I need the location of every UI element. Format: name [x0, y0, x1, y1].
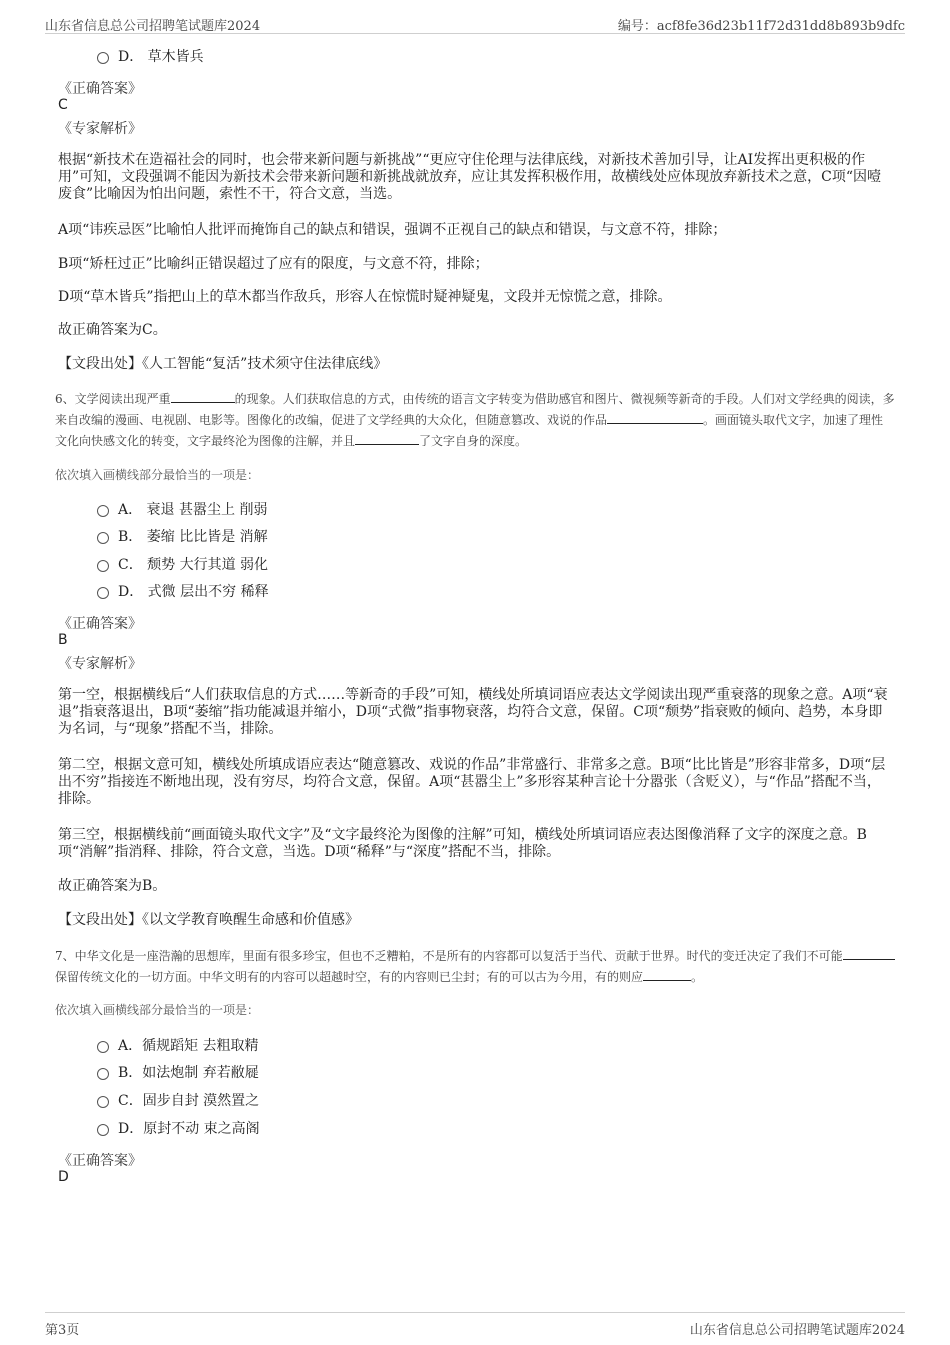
analysis-paragraph: 第一空，根据横线后“人们获取信息的方式……等新奇的手段”可知，横线处所填词语应表达文学阅读出现严重衰落的现象之意。A项“衰退”指衰落退出，B项“萎缩”指功能减退并缩小，D项“式微”指事物衰落，均符合文意，保留。C项“颓势”指衰败的倾向、趋势，本身即为名词，与“现象”搭配不当，排除。 — [58, 687, 888, 737]
answer-value: B — [58, 632, 68, 648]
radio-icon[interactable] — [97, 1124, 109, 1136]
blank-3 — [355, 432, 419, 445]
blank-2 — [643, 968, 691, 981]
radio-icon[interactable] — [97, 1041, 109, 1053]
answer-label: 《正确答案》 — [58, 81, 142, 97]
blank-1 — [171, 390, 235, 403]
option-a[interactable]: A．循规蹈矩 去粗取精 — [97, 1037, 259, 1055]
analysis-label: 《专家解析》 — [58, 656, 142, 672]
question-text: 7、中华文化是一座浩瀚的思想库，里面有很多珍宝，但也不乏糟粕，不是所有的内容都可以复活于当代、贡献于世界。时代的变迁决定了我们不可能保留传统文化的一切方面。中华文明有的内容可以超越时空，有的内容则已尘封；有的可以古为今用，有的则应 。 — [55, 946, 895, 988]
option-b[interactable]: B．如法炮制 弃若敝屣 — [97, 1064, 259, 1082]
analysis-paragraph: 故正确答案为B。 — [58, 878, 167, 894]
header-serial: 编号：acf8fe36d23b11f72d31dd8b893b9dfc — [617, 19, 905, 34]
blank-2 — [607, 411, 703, 424]
header-title: 山东省信息总公司招聘笔试题库2024 — [45, 19, 261, 34]
footer-title: 山东省信息总公司招聘笔试题库2024 — [689, 1323, 905, 1338]
blank-1 — [843, 947, 895, 960]
source-citation: 【文段出处】《人工智能“复活”技术须守住法律底线》 — [58, 356, 388, 372]
question-instruction: 依次填入画横线部分最恰当的一项是： — [55, 468, 260, 482]
answer-value: C — [58, 97, 68, 113]
page-number: 第3页 — [45, 1323, 80, 1338]
answer-label: 《正确答案》 — [58, 616, 142, 632]
analysis-paragraph: 根据“新技术在造福社会的同时，也会带来新问题与新挑战”“更应守住伦理与法律底线，对新技术善加引导，让AI发挥出更积极的作用”可知，文段强调不能因为新技术会带来新问题和新挑战就放弃，应让其发挥积极作用，故横线处应体现放弃新技术之意，C项“因噎废食”比喻因为怕出问题，索性不干，符合文意，当选。 — [58, 152, 882, 202]
radio-icon[interactable] — [97, 52, 109, 64]
radio-icon[interactable] — [97, 1068, 109, 1080]
page-footer — [45, 1312, 905, 1337]
option-d[interactable]: D．原封不动 束之高阁 — [97, 1120, 260, 1138]
option-d[interactable]: D． 式微 层出不穷 稀释 — [97, 583, 269, 601]
page-header — [45, 13, 905, 34]
analysis-paragraph: 第三空，根据横线前“画面镜头取代文字”及“文字最终沦为图像的注解”可知，横线处所填词语应表达图像消释了文字的深度之意。B项“消解”指消释、排除，符合文意，当选。D项“稀释”与“深度”搭配不当，排除。 — [58, 827, 867, 860]
analysis-paragraph: A项“讳疾忌医”比喻怕人批评而掩饰自己的缺点和错误，强调不正视自己的缺点和错误，与文意不符，排除； — [58, 222, 727, 238]
analysis-label: 《专家解析》 — [58, 121, 142, 137]
analysis-paragraph: B项“矫枉过正”比喻纠正错误超过了应有的限度，与文意不符，排除； — [58, 256, 489, 272]
option-c[interactable]: C． 颓势 大行其道 弱化 — [97, 556, 268, 574]
option-c[interactable]: C．固步自封 漠然置之 — [97, 1092, 259, 1110]
question-text: 6、文学阅读出现严重 的现象。人们获取信息的方式，由传统的语言文字转变为借助感官和图片、微视频等新奇的手段。人们对文学经典的阅读，多来自改编的漫画、电视剧、电影等。图像化的改编，促进了文学经典的大众化，但随意篡改、戏说的作品 。画面镜头取代文字，加速了理性文化向快感文化的转变，文字最终沦为图像的注解，并且 了文字自身的深度。 — [55, 392, 895, 448]
radio-icon[interactable] — [97, 560, 109, 572]
option-d[interactable]: D． 草木皆兵 — [97, 48, 204, 66]
answer-value: D — [58, 1169, 69, 1185]
question-instruction: 依次填入画横线部分最恰当的一项是： — [55, 1003, 260, 1017]
radio-icon[interactable] — [97, 505, 109, 517]
radio-icon[interactable] — [97, 587, 109, 599]
radio-icon[interactable] — [97, 532, 109, 544]
option-b[interactable]: B． 萎缩 比比皆是 消解 — [97, 528, 268, 546]
option-a[interactable]: A． 衰退 甚嚣尘上 削弱 — [97, 501, 267, 519]
analysis-paragraph: 故正确答案为C。 — [58, 322, 167, 338]
radio-icon[interactable] — [97, 1096, 109, 1108]
analysis-paragraph: D项“草木皆兵”指把山上的草木都当作敌兵，形容人在惊慌时疑神疑鬼，文段并无惊慌之意，排除。 — [58, 289, 672, 305]
analysis-paragraph: 第二空，根据文意可知，横线处所填成语应表达“随意篡改、戏说的作品”非常盛行、非常多之意。B项“比比皆是”形容非常多，D项“层出不穷”指接连不断地出现，没有穷尽，均符合文意，保留。A项“甚嚣尘上”多形容某种言论十分嚣张（含贬义），与“作品”搭配不当，排除。 — [58, 757, 886, 807]
answer-label: 《正确答案》 — [58, 1153, 142, 1169]
source-citation: 【文段出处】《以文学教育唤醒生命感和价值感》 — [58, 912, 359, 928]
